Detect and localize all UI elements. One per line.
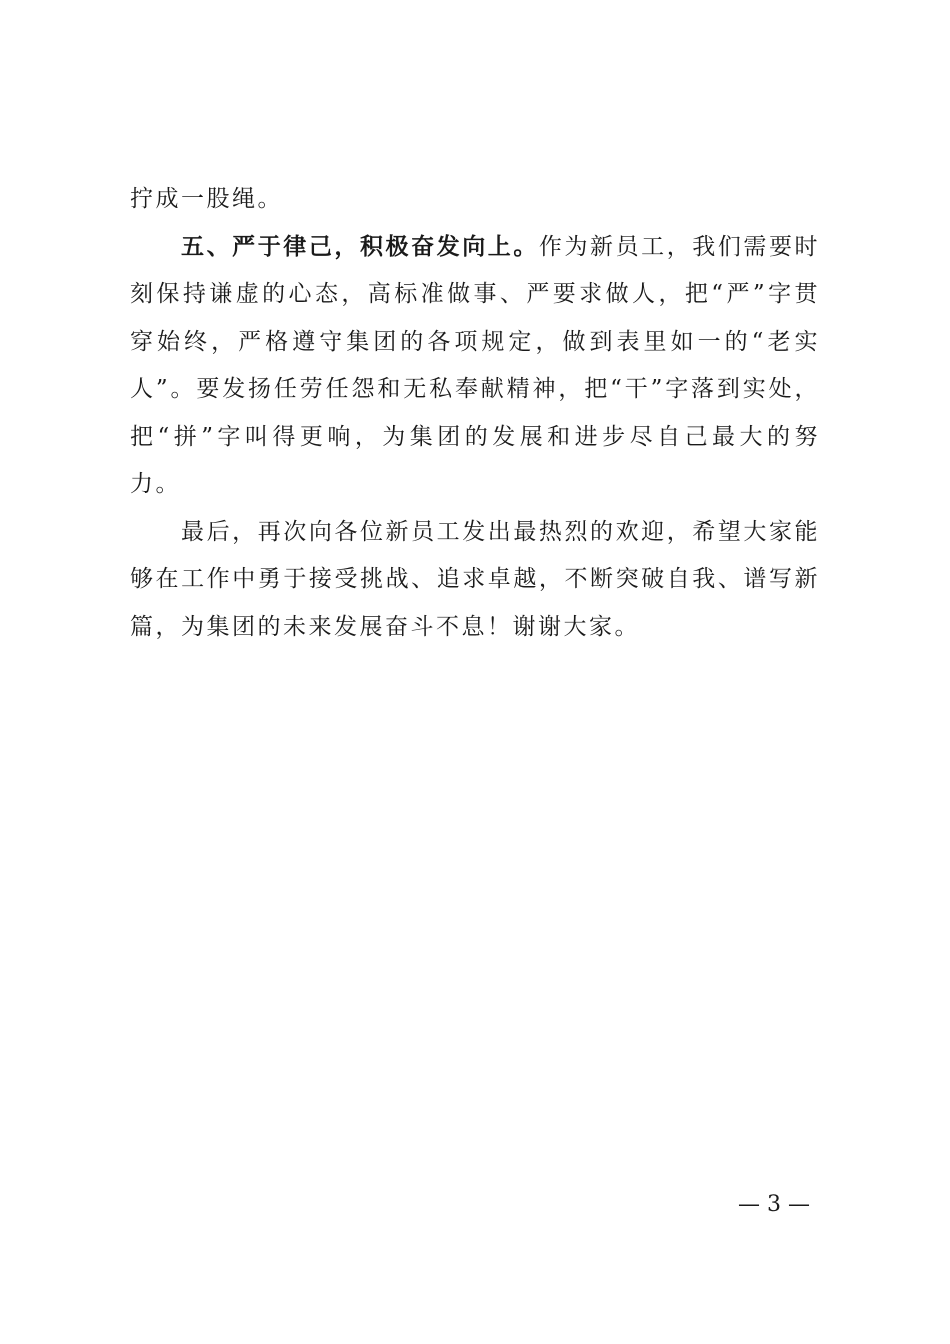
paragraph-text: 作为新员工，我们需要时刻保持谦虚的心态，高标准做事、严要求做人，把“严”字贯穿始终，严格遵守集团的各项规定，做到表里如一的“老实人”。要发扬任劳任怨和无私奉献精神，把“干”字落到实处，把“拼”字叫得更响，为集团的发展和进步尽自己最大的努力。 [130, 233, 820, 497]
paragraph-continuation [130, 176, 820, 224]
section-heading: 五、严于律己，积极奋发向上。 [181, 233, 539, 260]
paragraph-text: 最后，再次向各位新员工发出最热烈的欢迎，希望大家能够在工作中勇于接受挑战、追求卓越，不断突破自我、谱写新篇，为集团的未来发展奋斗不息！谢谢大家。 [130, 518, 820, 640]
paragraph-text: 拧成一股绳。 [130, 186, 283, 212]
document-body [130, 176, 820, 651]
paragraph-closing [130, 509, 820, 652]
paragraph-section-five [130, 224, 820, 509]
page-number: — 3 — [738, 1192, 810, 1217]
